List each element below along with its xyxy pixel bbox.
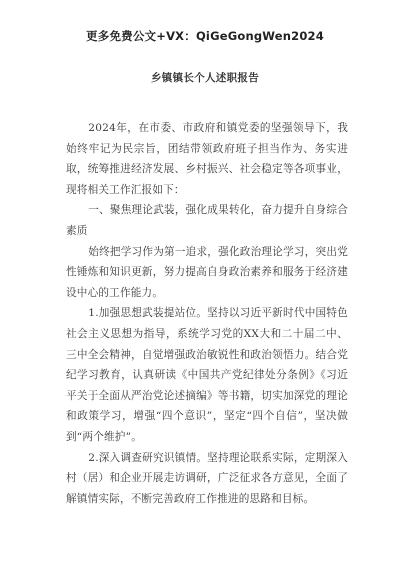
promo-banner: 更多免费公文+VX：QiGeGongWen2024 [86, 29, 324, 43]
paragraph-intro: 2024年，在市委、市政府和镇党委的坚强领导下，我始终牢记为民宗旨，团结带领政府班子担当作为、务实进取，统筹推进经济发展、乡村振兴、社会稳定等各项事业，现将相关工作汇报如下： [66, 122, 348, 196]
section-heading-1: 一、聚焦理论武装，强化成果转化，奋力提升自身综合素质 [66, 204, 348, 237]
document-title: 乡镇镇长个人述职报告 [151, 72, 259, 84]
document-body [66, 118, 348, 509]
paragraph-item-2: 2.深入调查研究识镇情。坚持理论联系实际，定期深入村（居）和企业开展走访调研，广泛征求各方意见，全面了解镇情实际，不断完善政府工作推进的思路和目标。 [66, 451, 348, 505]
paragraph-study: 始终把学习作为第一追求，强化政治理论学习，突出党性锤炼和知识更新，努力提高自身政治素养和服务于经济建设中心的工作能力。 [66, 245, 348, 299]
paragraph-item-1: 1.加强思想武装提站位。坚持以习近平新时代中国特色社会主义思想为指导，系统学习党的XX大和二十届二中、三中全会精神，自觉增强政治敏锐性和政治领悟力。结合党纪学习教育，认真研读《中国共产党纪律处分条例》《习近平关于全面从严治党论述摘编》等书籍，切实加深党的理论和政策学习，增强“四个意识”，坚定“四个自信”，坚决做到“两个维护”。 [66, 307, 348, 443]
